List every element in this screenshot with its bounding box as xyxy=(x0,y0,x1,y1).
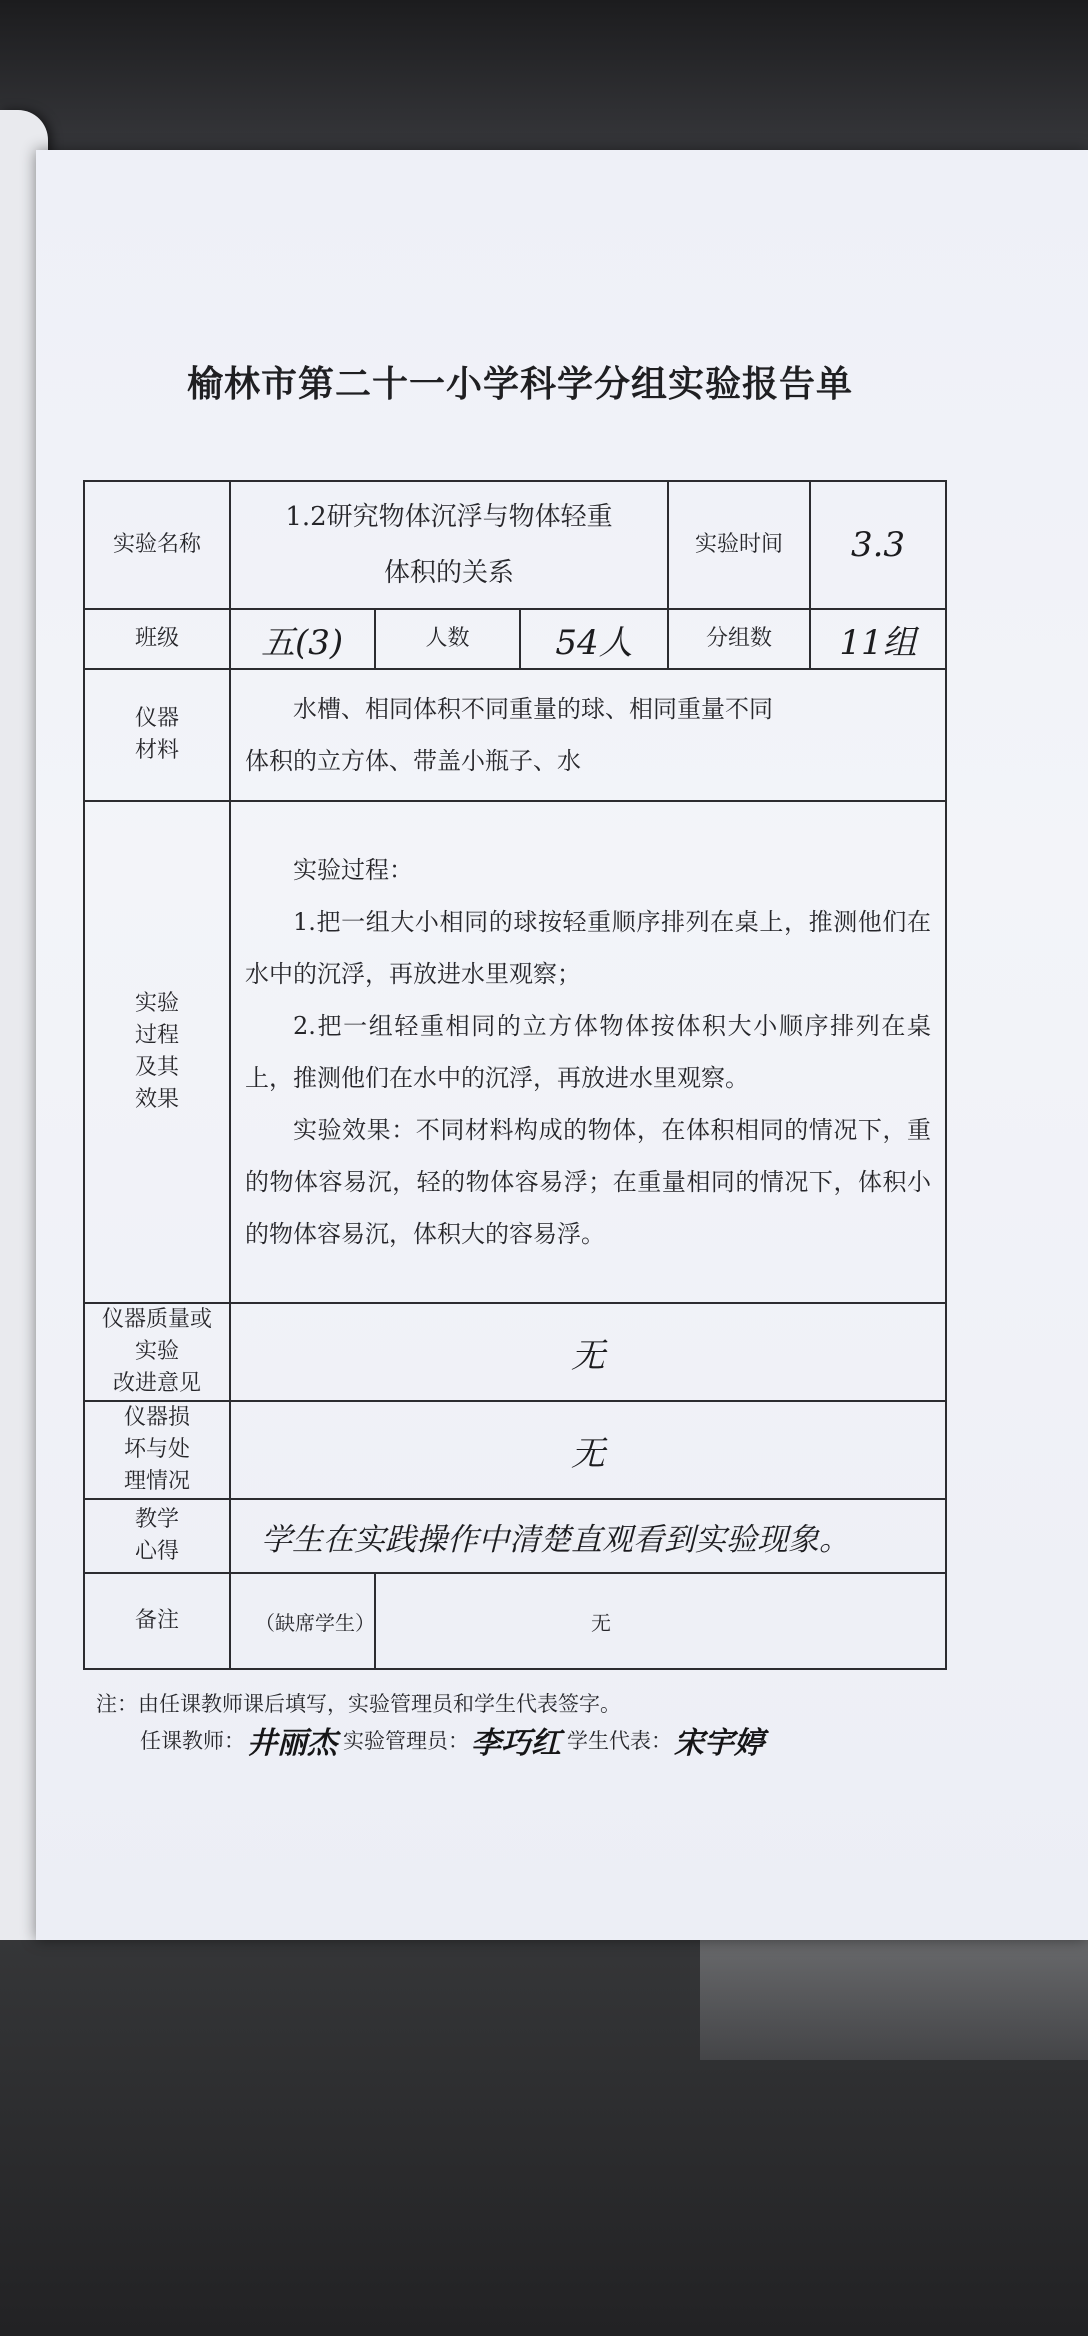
count-label: 人数 xyxy=(375,609,520,669)
groups-value: 11组 xyxy=(810,609,946,669)
remark-sub: （缺席学生） xyxy=(230,1573,375,1669)
damage-label xyxy=(84,1401,230,1499)
remark-value: 无 xyxy=(375,1573,946,1669)
process-label xyxy=(84,801,230,1303)
process-label-line-3: 及其 xyxy=(134,1055,179,1080)
teacher-label: 任课教师： xyxy=(140,1729,245,1753)
quality-label-line-1: 仪器质量或 xyxy=(101,1307,212,1332)
quality-label xyxy=(84,1303,230,1401)
signature-line xyxy=(140,1715,770,1765)
process-step-1: 1.把一组大小相同的球按轻重顺序排列在桌上，推测他们在水中的沉浮，再放进水里观察； xyxy=(245,908,932,988)
row-remark xyxy=(84,1573,946,1669)
quality-label-line-3: 改进意见 xyxy=(112,1371,201,1396)
row-materials xyxy=(84,669,946,801)
materials-line-2: 体积的立方体、带盖小瓶子、水 xyxy=(245,747,581,775)
materials-content xyxy=(230,669,946,801)
process-label-line-4: 效果 xyxy=(134,1087,179,1112)
student-signature: 宋宇婷 xyxy=(674,1726,764,1761)
groups-label: 分组数 xyxy=(668,609,810,669)
admin-label: 实验管理员： xyxy=(343,1729,469,1753)
row-process xyxy=(84,801,946,1303)
teaching-label-line-2: 心得 xyxy=(134,1539,179,1564)
student-label: 学生代表： xyxy=(567,1729,672,1753)
materials-line-1: 水槽、相同体积不同重量的球、相同重量不同 xyxy=(293,695,773,723)
page-title: 榆林市第二十一小学科学分组实验报告单 xyxy=(186,364,853,405)
row-damage xyxy=(84,1401,946,1499)
time-value: 3.3 xyxy=(810,481,946,609)
process-heading: 实验过程： xyxy=(293,856,413,884)
quality-label-line-2: 实验 xyxy=(134,1339,179,1364)
footer-note: 注：由任课教师课后填写，实验管理员和学生代表签字。 xyxy=(96,1692,621,1716)
name-label: 实验名称 xyxy=(84,481,230,609)
admin-signature: 李巧红 xyxy=(471,1726,561,1761)
binder-cover-edge xyxy=(700,1940,1088,2060)
process-effect: 实验效果：不同材料构成的物体，在体积相同的情况下，重的物体容易沉，轻的物体容易浮；在重量相同的情况下，体积小的物体容易沉，体积大的容易浮。 xyxy=(245,1116,932,1248)
teaching-label xyxy=(84,1499,230,1573)
process-content xyxy=(230,801,946,1303)
name-line-2: 体积的关系 xyxy=(384,558,515,588)
damage-label-line-1: 仪器损 xyxy=(123,1405,190,1430)
teaching-label-line-1: 教学 xyxy=(134,1507,179,1532)
damage-label-line-3: 理情况 xyxy=(123,1469,190,1494)
quality-value: 无 xyxy=(230,1303,946,1401)
name-cell xyxy=(230,481,668,609)
materials-label-line-1: 仪器 xyxy=(134,706,179,731)
row-class xyxy=(84,609,946,669)
teaching-value: 学生在实践操作中清楚直观看到实验现象。 xyxy=(230,1499,946,1573)
damage-label-line-2: 坏与处 xyxy=(123,1437,190,1462)
background-top xyxy=(0,0,1088,175)
row-quality xyxy=(84,1303,946,1401)
row-teaching xyxy=(84,1499,946,1573)
process-label-line-1: 实验 xyxy=(134,991,179,1016)
process-step-2: 2.把一组轻重相同的立方体物体按体积大小顺序排列在桌上，推测他们在水中的沉浮，再放进水里观察。 xyxy=(245,1012,932,1092)
time-label: 实验时间 xyxy=(668,481,810,609)
remark-label: 备注 xyxy=(84,1573,230,1669)
teacher-signature: 井丽杰 xyxy=(247,1726,337,1761)
row-experiment-name xyxy=(84,481,946,609)
class-value: 五(3) xyxy=(230,609,375,669)
materials-label-line-2: 材料 xyxy=(134,738,179,763)
materials-label xyxy=(84,669,230,801)
report-table xyxy=(83,480,947,1670)
class-label: 班级 xyxy=(84,609,230,669)
count-value: 54人 xyxy=(520,609,668,669)
damage-value: 无 xyxy=(230,1401,946,1499)
process-label-line-2: 过程 xyxy=(134,1023,179,1048)
name-line-1: 1.2研究物体沉浮与物体轻重 xyxy=(285,502,613,532)
